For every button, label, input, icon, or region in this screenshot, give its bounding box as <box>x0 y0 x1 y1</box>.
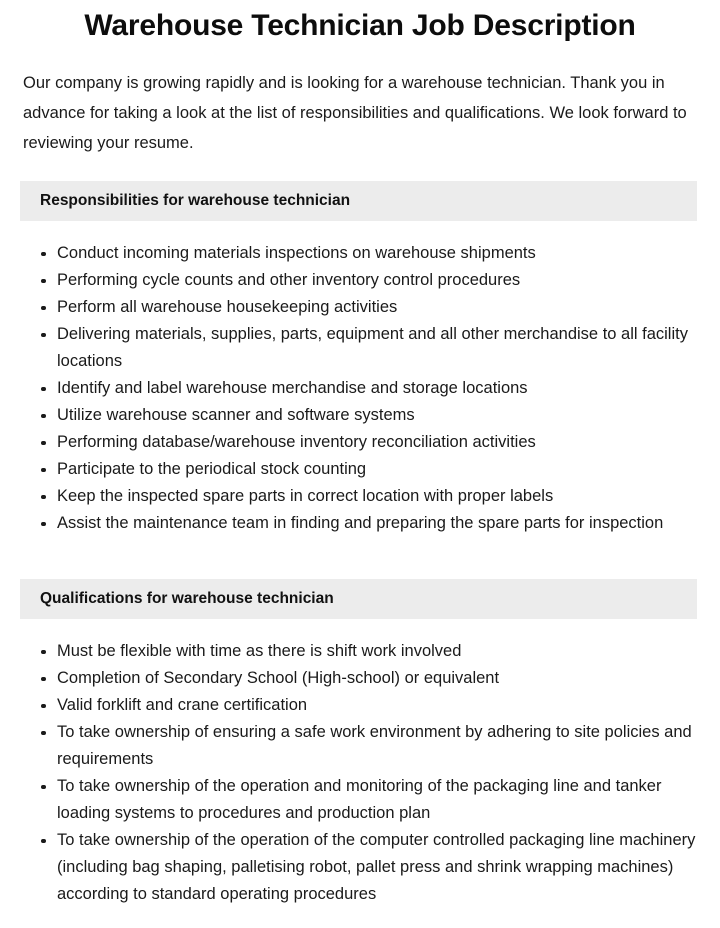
responsibilities-list <box>0 240 720 537</box>
section-header-responsibilities <box>20 181 697 221</box>
section-qualifications <box>0 579 720 908</box>
section-spacer <box>0 537 720 556</box>
list-item: Participate to the periodical stock counting <box>0 456 720 483</box>
list-item: Keep the inspected spare parts in correct location with proper labels <box>0 483 720 510</box>
list-item: Assist the maintenance team in finding and preparing the spare parts for inspection <box>0 510 720 537</box>
section-heading-label: Qualifications for warehouse technician <box>40 590 334 607</box>
qualifications-list <box>0 638 720 908</box>
section-header-qualifications <box>20 579 697 619</box>
list-item: Delivering materials, supplies, parts, equipment and all other merchandise to all facility locations <box>0 321 720 375</box>
job-description-document <box>0 6 720 908</box>
list-item: To take ownership of the operation of the computer controlled packaging line machinery (including bag shaping, palletising robot, pallet press and shrink wrapping machines) according to standard operating procedures <box>0 827 720 908</box>
list-item: To take ownership of ensuring a safe work environment by adhering to site policies and requirements <box>0 719 720 773</box>
list-item: Conduct incoming materials inspections on warehouse shipments <box>0 240 720 267</box>
list-item: To take ownership of the operation and monitoring of the packaging line and tanker loading systems to procedures and production plan <box>0 773 720 827</box>
list-item: Completion of Secondary School (High-school) or equivalent <box>0 665 720 692</box>
list-item: Identify and label warehouse merchandise and storage locations <box>0 375 720 402</box>
section-heading-label: Responsibilities for warehouse technician <box>40 192 351 209</box>
page-title: Warehouse Technician Job Description <box>84 9 636 42</box>
list-item: Must be flexible with time as there is shift work involved <box>0 638 720 665</box>
list-item: Utilize warehouse scanner and software systems <box>0 402 720 429</box>
list-item: Valid forklift and crane certification <box>0 692 720 719</box>
list-item: Performing cycle counts and other inventory control procedures <box>0 267 720 294</box>
list-item: Perform all warehouse housekeeping activities <box>0 294 720 321</box>
list-item: Performing database/warehouse inventory reconciliation activities <box>0 429 720 456</box>
intro-paragraph: Our company is growing rapidly and is looking for a warehouse technician. Thank you in advance for taking a look at the list of responsibilities and qualifications. We look forward to reviewing your resume. <box>23 74 687 152</box>
section-responsibilities <box>0 181 720 537</box>
